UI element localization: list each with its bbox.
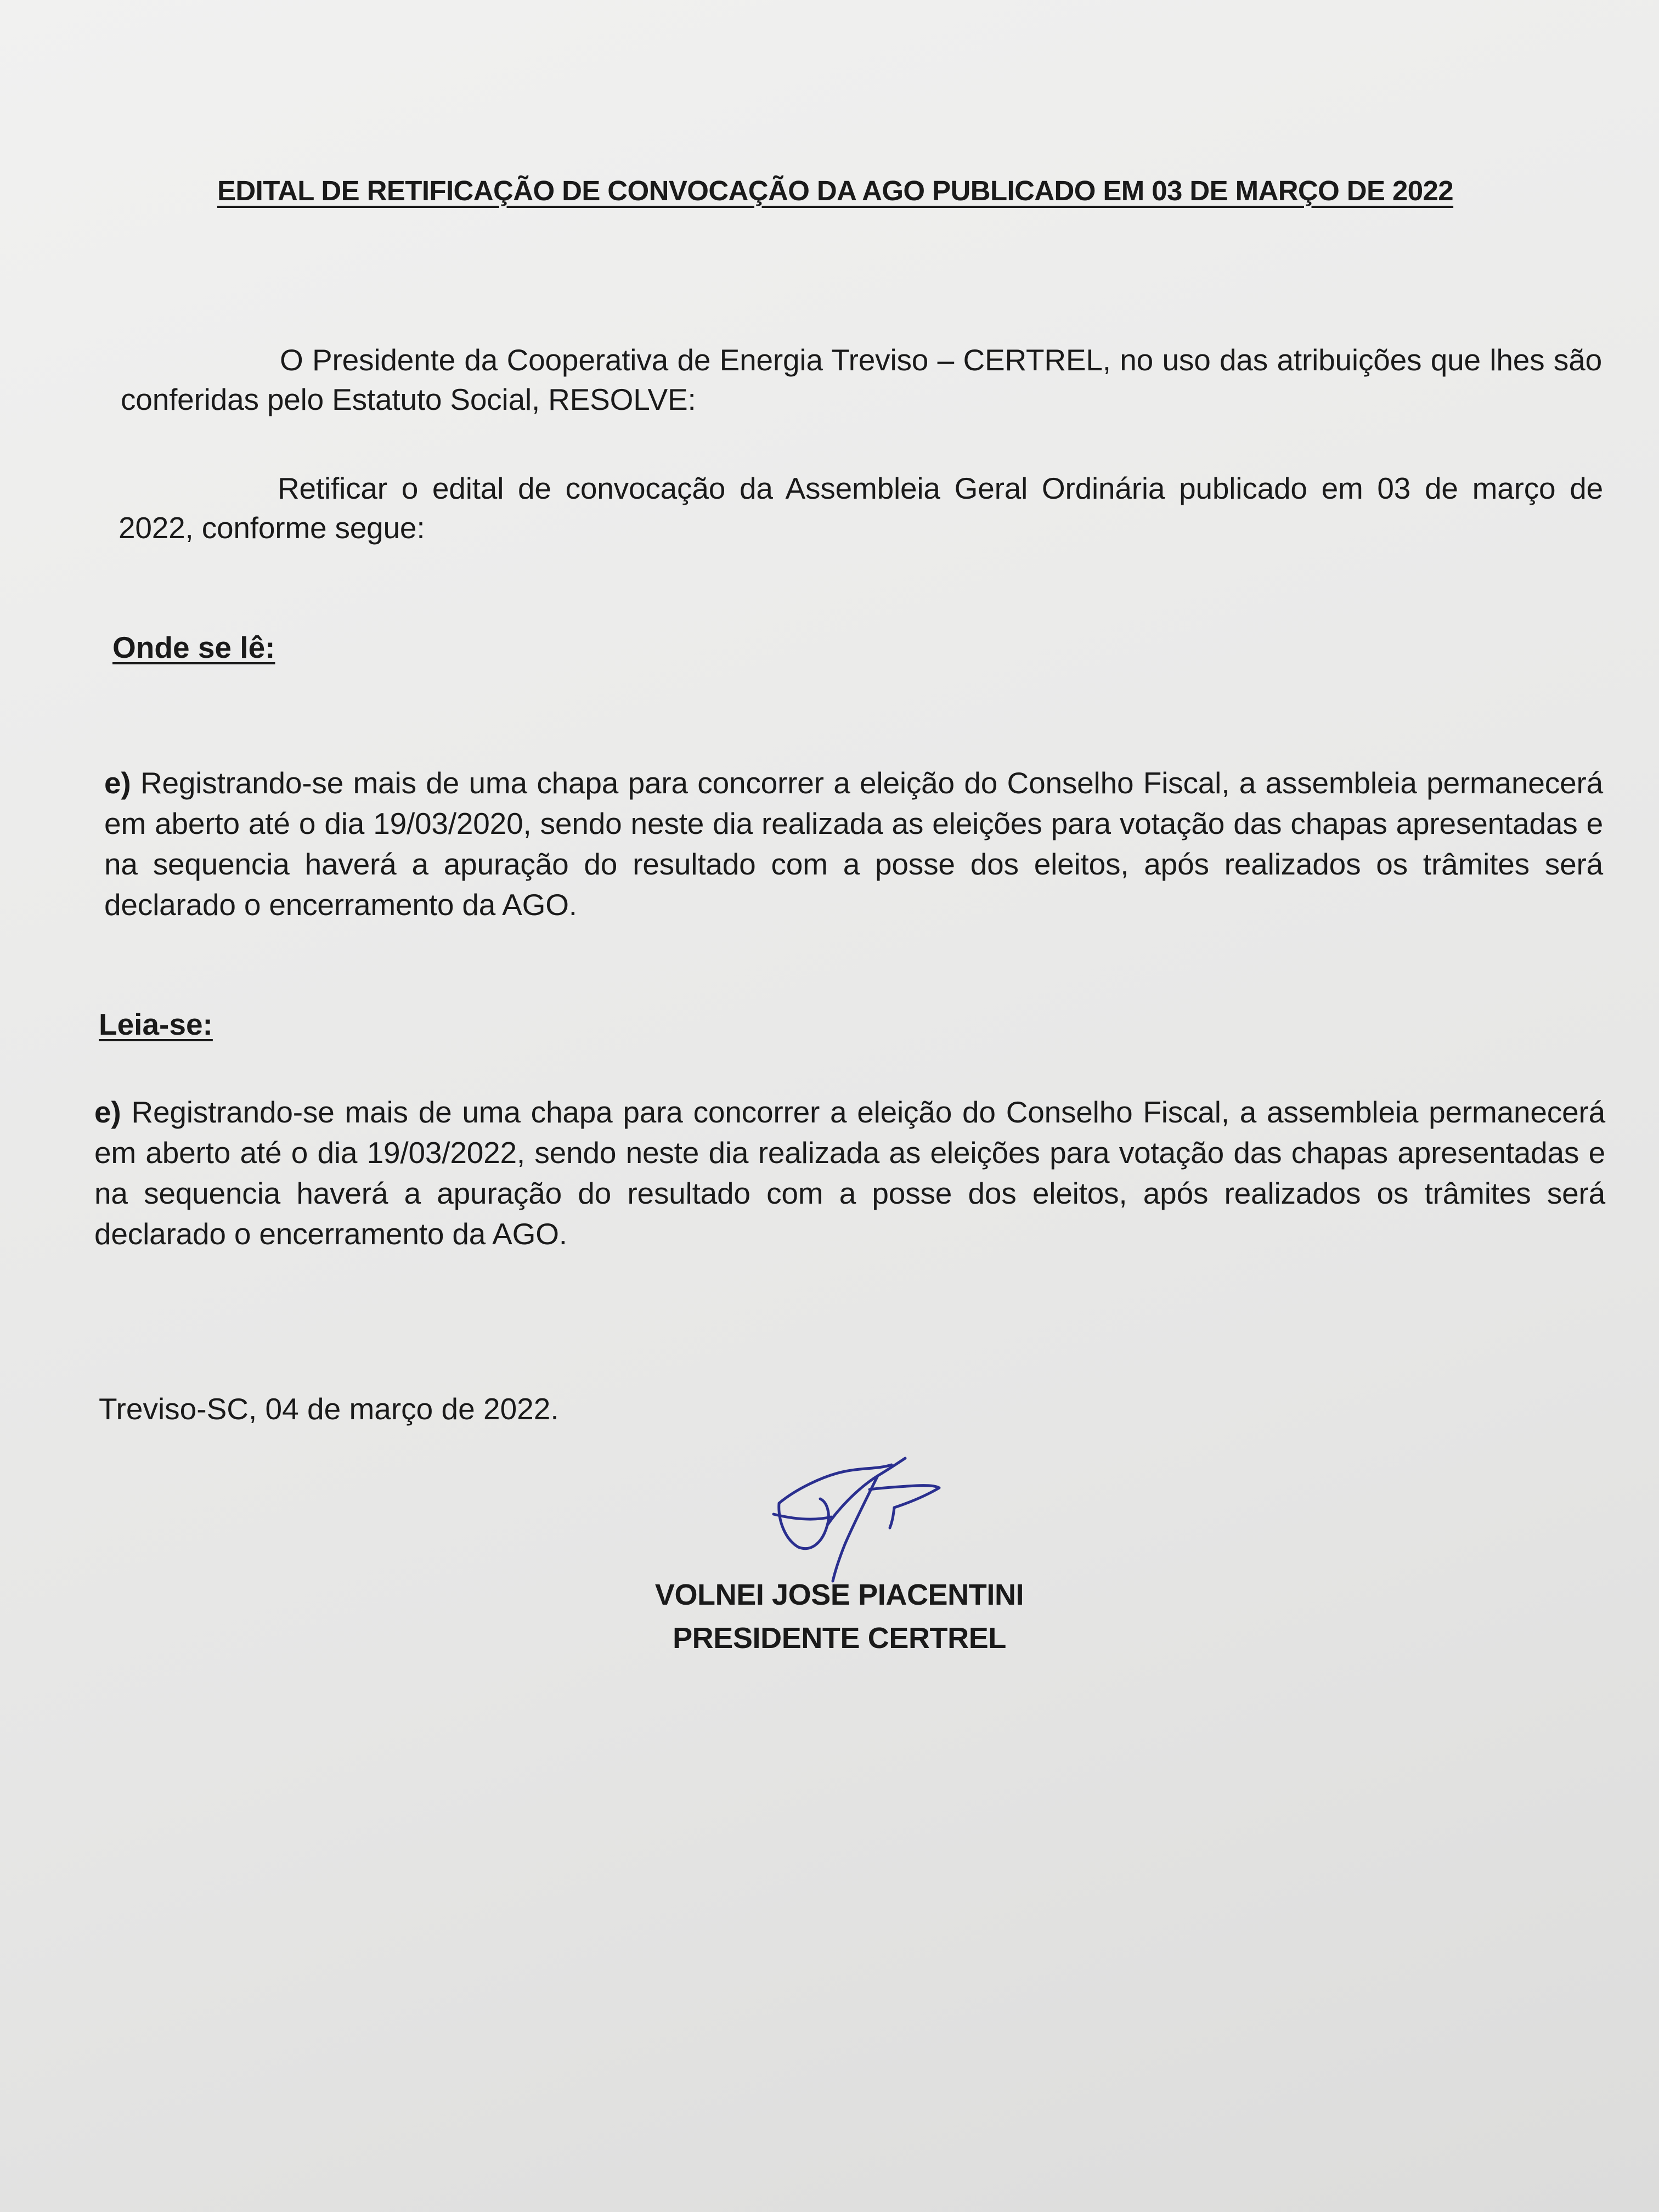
resolution-paragraph [119, 469, 1603, 548]
signer-role: PRESIDENTE CERTREL [673, 1622, 1006, 1655]
item-letter: e) [94, 1095, 121, 1129]
intro-paragraph [121, 340, 1602, 419]
read-as-heading: Leia-se: [99, 1007, 213, 1041]
signer-name: VOLNEI JOSE PIACENTINI [654, 1578, 1024, 1611]
where-reads-text: Registrando-se mais de uma chapa para concorrer a eleição do Conselho Fiscal, a assembleia permanecerá em aberto até o dia 19/03/2020, sendo neste dia realizada as eleições para votação das chapas apresentadas e na sequencia haverá a apuração do resultado com a posse dos eleitos, após realizados os trâmites será declarado o encerramento da AGO. [104, 766, 1603, 922]
item-letter: e) [104, 766, 131, 800]
document-title: EDITAL DE RETIFICAÇÃO DE CONVOCAÇÃO DA AGO PUBLICADO EM 03 DE MARÇO DE 2022 [217, 175, 1454, 206]
where-reads-heading: Onde se lê: [112, 630, 275, 664]
read-as-item [94, 1092, 1605, 1254]
intro-text: O Presidente da Cooperativa de Energia Treviso – CERTREL, no uso das atribuições que lhes são conferidas pelo Estatuto Social, RESOLVE: [121, 343, 1602, 416]
handwritten-signature [763, 1437, 960, 1585]
read-as-text: Registrando-se mais de uma chapa para concorrer a eleição do Conselho Fiscal, a assembleia permanecerá em aberto até o dia 19/03/2022, sendo neste dia realizada as eleições para votação das chapas apresentadas e na sequencia haverá a apuração do resultado com a posse dos eleitos, após realizados os trâmites será declarado o encerramento da AGO. [94, 1095, 1605, 1251]
place-and-date: Treviso-SC, 04 de março de 2022. [99, 1392, 559, 1426]
where-reads-item [104, 763, 1603, 925]
resolution-text: Retificar o edital de convocação da Assembleia Geral Ordinária publicado em 03 de março de 2022, conforme segue: [119, 471, 1603, 545]
